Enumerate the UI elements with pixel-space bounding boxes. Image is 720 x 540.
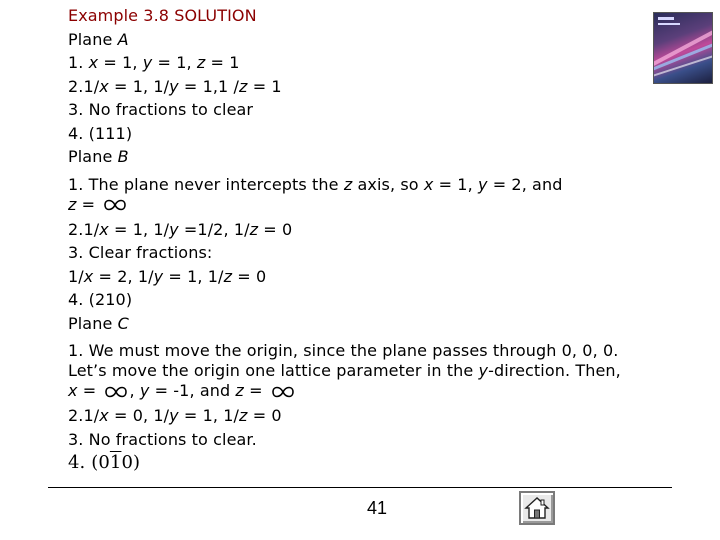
plane-c-step-2: 2.1/x = 0, 1/y = 1, 1/z = 0	[68, 406, 282, 425]
page-number: 41	[367, 498, 388, 518]
plane-a-step-1: 1. x = 1, y = 1, z = 1	[68, 53, 240, 72]
plane-b-heading: Plane B	[68, 147, 129, 166]
plane-c-step-4: 4. (010)	[68, 452, 141, 473]
plane-a-step-4: 4. (111)	[68, 123, 133, 143]
plane-c-step-1: 1. We must move the origin, since the plane passes through 0, 0, 0. Let’s move the origin one lattice parameter in the y-direction. Then, x = , y = -1, and z =	[68, 341, 621, 400]
plane-c-heading: Plane C	[68, 313, 129, 333]
plane-b-step-3: 3. Clear fractions:	[68, 243, 213, 262]
home-button[interactable]	[519, 491, 555, 525]
book-cover-thumbnail	[653, 12, 713, 84]
overbar-digit: 1	[109, 452, 122, 473]
plane-c-step-3: 3. No fractions to clear.	[68, 429, 257, 449]
infinity-icon	[103, 385, 129, 399]
infinity-icon	[270, 385, 296, 399]
infinity-icon	[102, 198, 128, 212]
plane-b-step-4: 4. (210)	[68, 290, 133, 309]
footer-divider	[48, 487, 672, 488]
home-icon	[524, 496, 550, 520]
solution-text	[68, 4, 628, 475]
plane-b-step-3-values: 1/x = 2, 1/y = 1, 1/z = 0	[68, 266, 267, 286]
slide-title: Example 3.8 SOLUTION	[68, 6, 257, 25]
plane-a-heading-prefix: Plane	[68, 29, 118, 49]
plane-a-heading-letter: A	[117, 29, 129, 49]
plane-a-step-3: 3. No fractions to clear	[68, 100, 254, 119]
plane-a-step-2: 2.1/x = 1, 1/y = 1,1 /z = 1	[68, 76, 282, 96]
plane-a-heading	[68, 28, 628, 52]
plane-b-step-2: 2.1/x = 1, 1/y =1/2, 1/z = 0	[68, 219, 293, 239]
plane-b-step-1: 1. The plane never intercepts the z axis, so x = 1, y = 2, and z =	[68, 174, 563, 214]
